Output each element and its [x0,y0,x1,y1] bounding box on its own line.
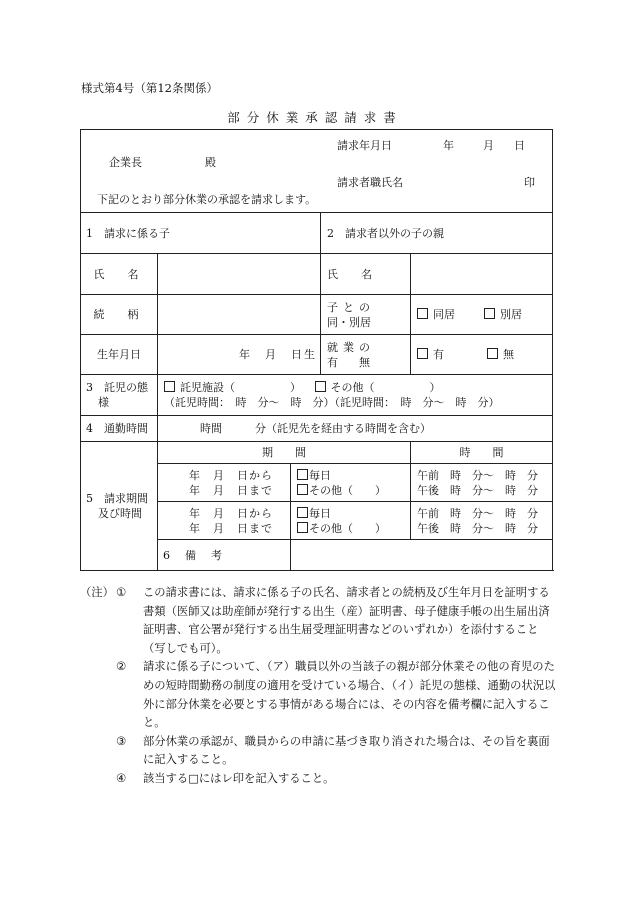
childcare-label-line2: 様 [98,396,109,409]
period-label-line2: 及び時間 [98,507,142,520]
period-row-1-daily-checkbox[interactable] [297,469,308,480]
cohab-separate-label: 別居 [500,308,522,321]
period-row-1-times[interactable] [411,464,553,502]
note-1-number: ① [116,586,127,599]
time-heading: 時 間 [411,442,553,464]
birth-value[interactable]: 年 月 日生 [158,335,321,375]
requester-label: 請求者職氏名 [337,176,403,189]
cohabitation-label [321,295,411,335]
request-date-label: 請求年月日 [337,139,392,152]
parent-name-field[interactable] [411,254,553,295]
relation-label: 続 柄 [81,295,158,335]
period-row-2-to: 年 月 日まで [189,521,273,535]
note-1 [80,584,560,658]
period-row-1-daily-label: 毎日 [309,468,331,482]
period-row-2-dates[interactable] [158,502,291,540]
period-row-2-daily-checkbox[interactable] [297,507,308,518]
childcare-facility-label: 託児施設（ ） [180,381,301,394]
form-number: 様式第4号（第12条関係） [81,81,218,95]
employment-label-line1: 就業の [327,340,375,354]
employment-label-line2: 有 無 [327,355,375,369]
note-2-text: 請求に係る子について、（ア）職員以外の当該子の親が部分休業その他の育児のための短時間勤務の制度の適用を受けている場合、（イ）託児の態様、通勤の状況以外に部分休業を必要とする事情がある場合には、その内容を備考欄に記入すること。 [143,660,556,730]
child-name-field[interactable] [158,254,321,295]
parent-name-label: 氏 名 [321,254,411,295]
month-label: 月 [483,139,494,152]
period-row-2-frequency [291,502,411,540]
child-name-label: 氏 名 [81,254,158,295]
intro-text: 下記のとおり部分休業の承認を請求します。 [97,193,317,206]
period-heading: 期 間 [158,442,411,464]
year-label: 年 [443,139,454,152]
cohab-separate-checkbox[interactable] [484,308,495,319]
childcare-facility-checkbox[interactable] [164,381,175,392]
note-2 [80,658,560,732]
cohab-same-label: 同居 [433,308,455,321]
period-row-1-am: 午前 時 分～ 時 分 [417,468,538,482]
notes-tag: （注） [80,586,114,599]
note-4-text: 該当する□にはレ印を記入すること。 [143,771,335,785]
period-label [81,442,158,571]
notes-section [80,584,560,789]
day-label: 日 [514,139,525,152]
cohab-same-checkbox[interactable] [417,308,428,319]
employ-no-checkbox[interactable] [487,348,498,359]
header-cell [81,130,553,213]
childcare-content [158,375,553,416]
employ-yes-checkbox[interactable] [417,348,428,359]
note-3-number: ③ [116,734,127,748]
remarks-field[interactable] [291,540,553,571]
employment-options [411,335,553,375]
note-2-number: ② [116,660,127,674]
request-form-table [80,129,553,571]
cohabitation-label-line1: 子との [327,300,375,314]
period-row-1-other-checkbox[interactable] [297,484,308,495]
employment-label [321,335,411,375]
period-row-1-other-label: その他（ ） [309,483,386,497]
honorific: 殿 [205,156,216,169]
period-row-2-other-checkbox[interactable] [297,522,308,533]
childcare-label-line1: 3 託児の態 [86,381,148,394]
childcare-other-checkbox[interactable] [315,381,326,392]
period-row-2-am: 午前 時 分～ 時 分 [417,506,538,520]
period-row-1-frequency [291,464,411,502]
relation-field[interactable] [158,295,321,335]
period-row-2-pm: 午後 時 分～ 時 分 [417,521,538,535]
cohabitation-options [411,295,553,335]
child-heading: 1 請求に係る子 [81,213,321,254]
note-4-number: ④ [116,771,127,785]
period-row-2-from: 年 月 日から [189,506,273,520]
cohabitation-label-line2: 同・別居 [327,315,371,329]
addressee: 企業長 [109,156,142,169]
period-row-2-other-label: その他（ ） [309,521,386,535]
commute-value[interactable]: 時間 分（託児先を経由する時間を含む） [158,416,553,442]
employ-yes-label: 有 [433,348,444,361]
employ-no-label: 無 [503,348,514,361]
childcare-label [81,375,158,416]
commute-label: 4 通勤時間 [81,416,158,442]
birth-label: 生年月日 [81,335,158,375]
other-parent-heading: 2 請求者以外の子の親 [321,213,553,254]
period-label-line1: 5 請求期間 [86,492,148,505]
childcare-hours: （託児時間： 時 分～ 時 分）（託児時間： 時 分～ 時 分） [164,396,500,409]
remarks-label: 6 備 考 [158,540,291,571]
childcare-other-label: その他（ ） [330,381,441,394]
period-row-2-times[interactable] [411,502,553,540]
note-1-text: この請求書には、請求に係る子の氏名、請求者との続柄及び生年月日を証明する書類（医師又は助産師が発行する出生（産）証明書、母子健康手帳の出生届出済証明書、官公署が発行する出生届受理証明書などのいずれか）を添付すること（写しでも可）。 [143,586,550,655]
period-row-1-pm: 午後 時 分～ 時 分 [417,483,538,497]
note-3-text: 部分休業の承認が、職員からの申請に基づき取り消された場合は、その旨を裏面に記入すること。 [143,734,550,767]
period-row-2-daily-label: 毎日 [309,506,331,520]
note-3 [80,733,560,770]
period-row-1-from: 年 月 日から [189,468,273,482]
seal-mark: 印 [524,176,535,189]
period-row-1-dates[interactable] [158,464,291,502]
note-4 [80,770,560,789]
document-title: 部分休業承認請求書 [227,110,403,125]
period-row-1-to: 年 月 日まで [189,483,273,497]
